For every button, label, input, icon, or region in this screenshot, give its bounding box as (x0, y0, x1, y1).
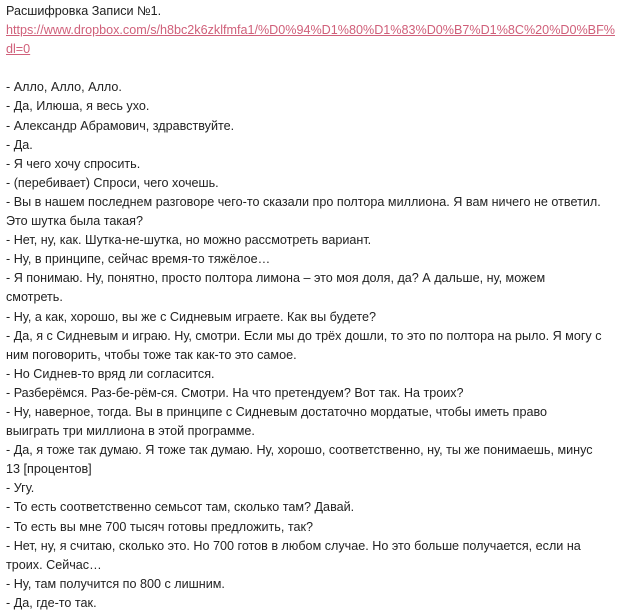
transcript-line: - Алло, Алло, Алло. (6, 80, 122, 95)
transcript-line: - Нет, ну, как. Шутка-не-шутка, но можно рассмотреть вариант. (6, 233, 372, 248)
transcript-line: - То есть соответственно семьсот там, сколько там? Давай. (6, 500, 355, 515)
transcript-line: - Я чего хочу спросить. (6, 156, 141, 171)
transcript-line: - Ну, там получится по 800 с лишним. (6, 576, 225, 591)
transcript-line: - Разберёмся. Раз-бе-рём-ся. Смотри. На что претендуем? Вот так. На троих? (6, 385, 464, 400)
dropbox-link-continuation[interactable]: dl=0 (6, 42, 31, 57)
transcript-document (6, 2, 639, 613)
transcript-line: ним поговорить, чтобы тоже так как-то это самое. (6, 347, 297, 362)
transcript-line: - Ну, наверное, тогда. Вы в принципе с Сидневым достаточно мордатые, чтобы иметь право (6, 404, 548, 419)
transcript-line: смотреть. (6, 290, 63, 305)
transcript-line: - Нет, ну, я считаю, сколько это. Но 700 готов в любом случае. Но это больше получается, если на (6, 538, 581, 553)
transcript-line: троих. Сейчас… (6, 557, 102, 572)
paragraph-gap (6, 59, 639, 78)
transcript-line: - То есть вы мне 700 тысяч готовы предложить, так? (6, 519, 313, 534)
transcript-line: выиграть три миллиона в этой программе. (6, 424, 255, 439)
transcript-line: - Но Сиднев-то вряд ли согласится. (6, 366, 215, 381)
dropbox-link[interactable]: https://www.dropbox.com/s/h8bc2k6zklfmfa1/%D0%94%D1%80%D1%83%D0%B7%D1%8C%20%D0%BF% (6, 23, 615, 38)
transcript-body (6, 78, 639, 613)
transcript-line: - Ну, а как, хорошо, вы же с Сидневым играете. Как вы будете? (6, 309, 377, 324)
transcript-line: 13 [процентов] (6, 462, 92, 477)
transcript-line: - (перебивает) Спроси, чего хочешь. (6, 175, 219, 190)
transcript-line: - Да, где-то так. (6, 595, 97, 610)
transcript-line: - Ну, в принципе, сейчас время-то тяжёлое… (6, 252, 271, 267)
transcript-line: - Александр Абрамович, здравствуйте. (6, 118, 235, 133)
document-title: Расшифровка Записи №1. (6, 4, 162, 18)
transcript-line: - Да. (6, 137, 33, 152)
transcript-line: - Вы в нашем последнем разговоре чего-то сказали про полтора миллиона. Я вам ничего не ответил. (6, 194, 601, 209)
transcript-line: Это шутка была такая? (6, 214, 144, 229)
transcript-line: - Да, я с Сидневым и играю. Ну, смотри. Если мы до трёх дошли, то это по полтора на рыло. Я могу с (6, 328, 602, 343)
transcript-line: - Я понимаю. Ну, понятно, просто полтора лимона – это моя доля, да? А дальше, ну, можем (6, 271, 546, 286)
transcript-line: - Да, я тоже так думаю. Я тоже так думаю. Ну, хорошо, соответственно, ну, ты же понимаешь, минус (6, 443, 593, 458)
transcript-line: - Да, Илюша, я весь ухо. (6, 99, 150, 114)
transcript-line: - Угу. (6, 481, 35, 496)
